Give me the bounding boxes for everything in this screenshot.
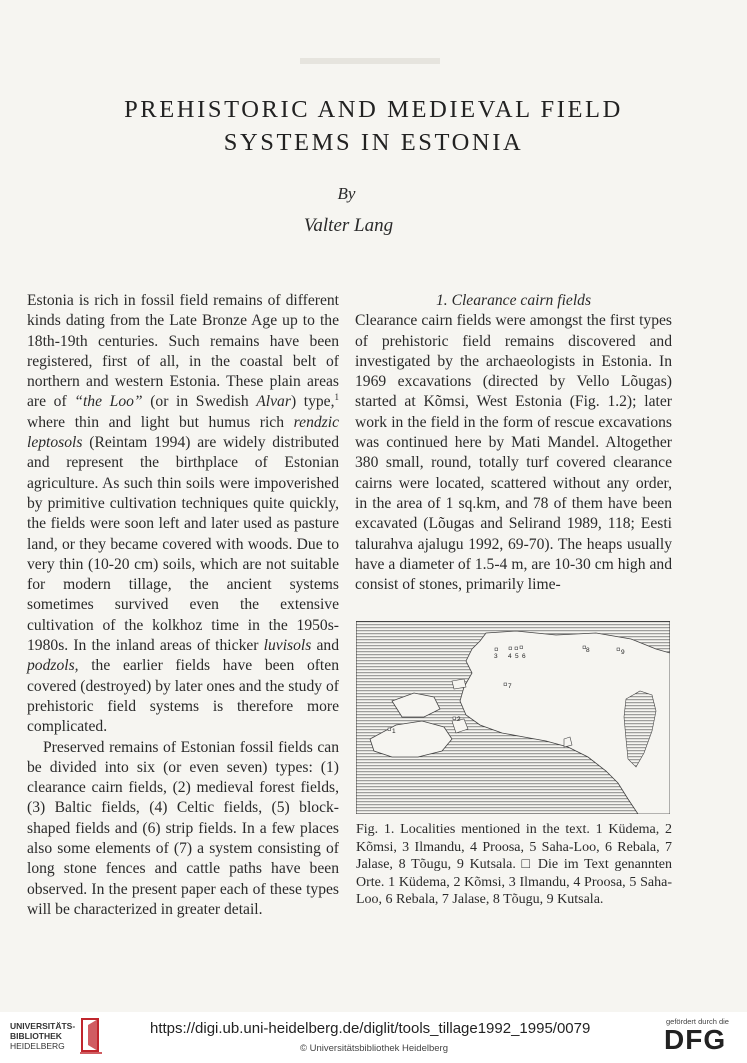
library-name: UNIVERSITÄTS- BIBLIOTHEK HEIDELBERG (10, 1021, 76, 1051)
section-heading: 1. Clearance cairn fields (435, 292, 592, 309)
map-label: 1 (392, 728, 396, 735)
paragraph-types: Preserved remains of Estonian fossil fields can be divided into six (or even seven) types: (1) clearance cairn fields, (2) medieval forest fields, (3) Baltic fields, (4) Celtic fields, (5) block-shaped fields and (6) strip fields. In a few places also some elements of (7) a system consisting of long stone fences and cattle paths have been observed. In the present paper each of these types will be characterized in greater detail. (27, 738, 339, 918)
map-label: 7 (508, 683, 512, 690)
map-label: 5 (515, 653, 519, 660)
running-head-faint (300, 58, 440, 64)
funding-label: gefördert durch die (666, 1017, 729, 1026)
map-label: 4 (508, 653, 512, 660)
map-label: 6 (522, 653, 526, 660)
map-label: 9 (621, 649, 625, 656)
dfg-logo: DFG (664, 1024, 727, 1055)
map-label: 3 (494, 653, 498, 660)
figure-caption: Fig. 1. Localities mentioned in the text. 1 Küdema, 2 Kõmsi, 3 Ilmandu, 4 Proosa, 5 Saha-Loo, 6 Rebala, 7 Jalase, 8 Tõugu, 9 Kutsala. □ Die im Text genannten Orte. 1 Küdema, 2 Kõmsi, 3 Ilmandu, 4 Proosa, 5 Saha-Loo, 6 Rebala, 7 Jalase, 8 Tõugu, 9 Kutsala. (356, 822, 672, 908)
map-label: 2 (457, 716, 461, 723)
copyright-notice: © Universitätsbibliothek Heidelberg (300, 1043, 448, 1054)
left-column (27, 291, 339, 920)
byline-author: Valter Lang (303, 215, 394, 236)
map-label: 8 (586, 647, 590, 654)
estonia-locality-map (356, 621, 670, 814)
article-title-line-1: PREHISTORIC AND MEDIEVAL FIELD (124, 96, 623, 123)
byline-by: By (337, 184, 356, 203)
paragraph-cairn-fields: Clearance cairn fields were amongst the first types of prehistoric field remains discovered and investigated by the archaeologists in Estonia. In 1969 excavations (directed by Vello Lõugas) started at Kõmsi, West Estonia (Fig. 1.2); later work in the field in the form of rescue excavations was continued here by Mati Mandel. Altogether 380 small, round, totally turf covered clearance cairns were located, scattered without any order, in the area of 1 sq.km, and 78 of them have been excavated (Lõugas and Selirand 1989, 118; Eesti talurahva ajalugu 1992, 69-70). The heaps usually have a diameter of 1.5-4 m, are 10-30 cm high and consist of stones, primarily lime- (355, 312, 672, 594)
article-title-line-2: SYSTEMS IN ESTONIA (223, 129, 524, 156)
footnote-ref[interactable]: 1 (334, 392, 340, 403)
library-logo-icon (76, 1015, 106, 1055)
permalink-url[interactable]: https://digi.ub.uni-heidelberg.de/diglit/tools_tillage1992_1995/0079 (150, 1020, 591, 1037)
right-column (355, 291, 672, 595)
island-vormsi (452, 679, 466, 689)
paragraph-intro: Estonia is rich in fossil field remains of different kinds dating from the Late Bronze Age up to the 18th-19th centuries. Such remains have been registered, first of all, in the coastal belt of northern and western Estonia. These plain areas are of “the Loo” (or in Swedish Alvar) type,$^1$ where thin and light but humus rich rendzic leptosols (Reintam 1994) are widely distributed and represent the birthplace of Estonian agriculture. As such thin soils were impoverished by primitive cultivation techniques quite quickly, the fields were soon left and later used as pasture land, or they became covered with woods. Due to very thin (10-20 cm) soils, which are not suitable for modern tillage, the ancient systems sometimes survived even the extensive cultivation of the kolkhoz time in the 1950s-1980s. In the inland areas of thicker luvisols and podzols, the earlier fields have been often covered (destroyed) by later ones and the study of prehistoric field systems is therefore more complicated. (27, 292, 340, 736)
